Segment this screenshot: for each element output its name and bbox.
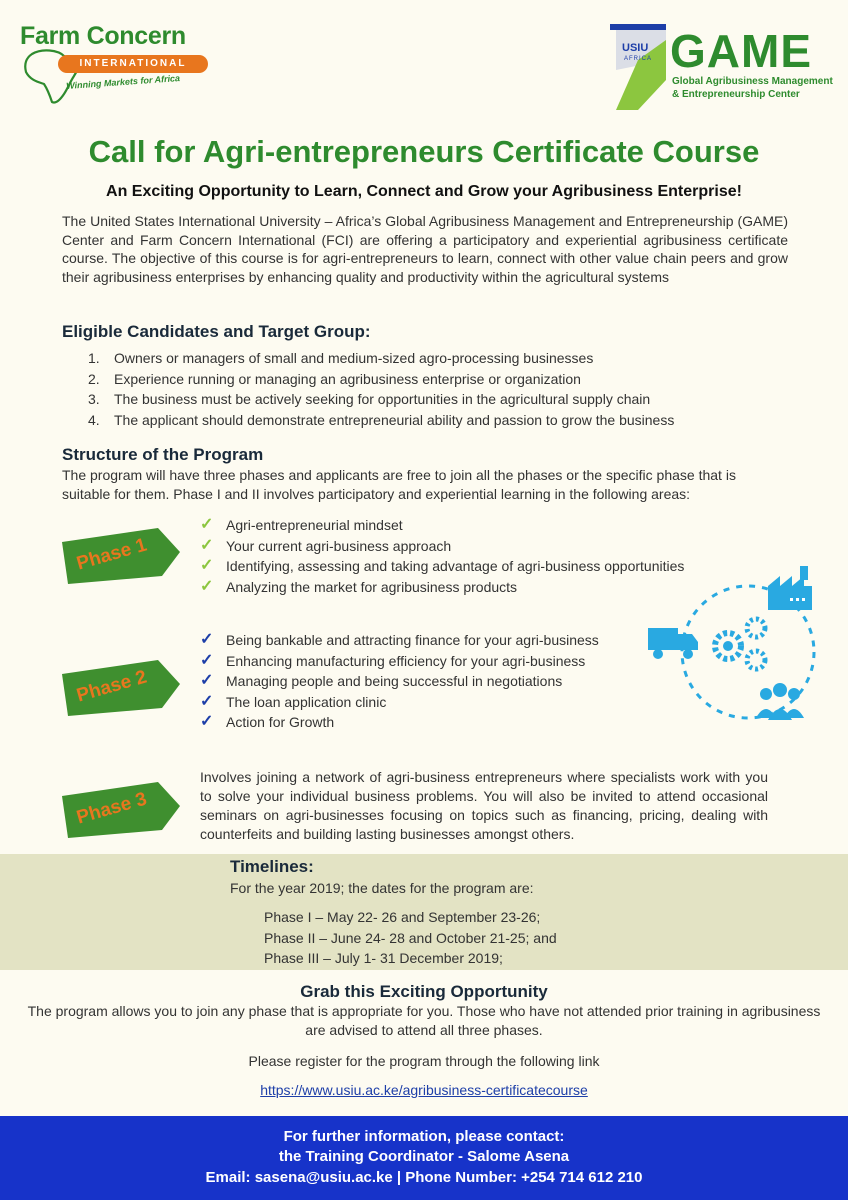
phase-2-badge xyxy=(62,660,180,716)
phase-2-list xyxy=(200,630,599,733)
list-item: ✓ Action for Growth xyxy=(200,712,599,733)
check-icon: ✓ xyxy=(200,672,214,689)
list-item: Phase I – May 22- 26 and September 23-26; xyxy=(264,909,541,925)
list-item: 1. Owners or managers of small and medium-sized agro-processing businesses xyxy=(88,350,594,366)
gears-icon xyxy=(715,619,765,669)
factory-icon xyxy=(768,566,812,610)
list-item: 2. Experience running or managing an agribusiness enterprise or organization xyxy=(88,370,581,387)
check-icon: ✓ xyxy=(200,516,214,533)
list-item: 4. The applicant should demonstrate entrepreneurial ability and passion to grow the business xyxy=(88,411,675,428)
footer-line-2: the Training Coordinator - Salome Asena xyxy=(278,1148,570,1165)
list-item: ✓ Identifying, assessing and taking advantage of agri-business opportunities xyxy=(200,556,684,577)
phase-2-label: Phase 2 xyxy=(74,666,150,707)
contact-footer xyxy=(0,1116,848,1200)
footer-line-1: For further information, please contact: xyxy=(283,1128,565,1145)
timelines-list xyxy=(264,907,557,969)
check-icon: ✓ xyxy=(200,692,214,710)
grab-paragraph: The program allows you to join any phase that is appropriate for you. Those who have not attended prior training in agribusiness are advised to attend all three phases. xyxy=(27,1003,821,1038)
truck-icon xyxy=(648,628,698,659)
list-item: ✓ Managing people and being successful in negotiations xyxy=(200,671,599,692)
list-item: ✓ Analyzing the market for agribusiness products xyxy=(200,577,684,598)
fci-tagline: Winning Markets for Africa xyxy=(65,73,181,91)
people-icon xyxy=(756,683,804,720)
fci-name: Farm Concern xyxy=(20,22,186,50)
list-item: Phase II – June 24- 28 and October 21-25; and xyxy=(264,929,557,946)
list-item: Phase III – July 1- 31 December 2019; xyxy=(264,950,503,966)
game-mark-icon xyxy=(608,20,668,112)
check-icon: ✓ xyxy=(200,577,214,595)
check-icon: ✓ xyxy=(200,536,214,554)
grab-heading: Grab this Exciting Opportunity xyxy=(300,982,548,1001)
list-item: ✓ Agri-entrepreneurial mindset xyxy=(200,515,684,536)
register-link[interactable]: https://www.usiu.ac.ke/agribusiness-certificatecourse xyxy=(260,1082,588,1098)
timelines-intro: For the year 2019; the dates for the program are: xyxy=(230,880,534,896)
phase-1-badge xyxy=(62,528,180,584)
eligible-list xyxy=(88,348,674,430)
phase-1-label: Phase 1 xyxy=(74,534,150,575)
page-subtitle: An Exciting Opportunity to Learn, Connect and Grow your Agribusiness Enterprise! xyxy=(106,183,742,200)
list-item: ✓ Enhancing manufacturing efficiency for your agri-business xyxy=(200,651,599,672)
check-icon: ✓ xyxy=(200,651,214,669)
list-item: ✓ The loan application clinic xyxy=(200,692,599,713)
check-icon: ✓ xyxy=(200,631,214,648)
page-title: Call for Agri-entrepreneurs Certificate Course xyxy=(88,134,760,169)
fci-banner: INTERNATIONAL xyxy=(58,55,208,73)
game-subtitle-2: & Entrepreneurship Center xyxy=(672,89,800,100)
fci-logo xyxy=(18,22,218,102)
phase-3-paragraph: Involves joining a network of agri-business entrepreneurs where specialists work with you to solve your individual business problems. You will also be invited to attend occasional seminars on agri-businesses focusing on topics such as financing, pricing, dealing with counterfeits and building lasting businesses amongst others. xyxy=(200,769,768,842)
check-icon: ✓ xyxy=(200,557,214,574)
list-item: 3. The business must be actively seeking for opportunities in the agricultural supply chain xyxy=(88,391,651,407)
check-icon: ✓ xyxy=(200,713,214,730)
list-item: ✓ Being bankable and attracting finance for your agri-business xyxy=(200,630,599,651)
usiu-sub-text: AFRICA xyxy=(624,56,653,62)
usiu-text: USIU xyxy=(622,42,649,54)
list-item: ✓ Your current agri-business approach xyxy=(200,536,684,557)
phase-3-badge xyxy=(62,782,180,838)
game-subtitle-1: Global Agribusiness Management xyxy=(672,76,833,87)
register-text: Please register for the program through the following link xyxy=(248,1053,600,1069)
structure-paragraph: The program will have three phases and applicants are free to join all the phases or the specific phase that is suitable for them. Phase I and II involves participatory and experiential learning in the following areas: xyxy=(62,467,736,502)
intro-paragraph: The United States International University – Africa’s Global Agribusiness Management and Entrepreneurship (GAME) Center and Farm Concern International (FCI) are offering a participatory and experiential agribusiness certificate course. The objective of this course is for agri-entrepreneurs to learn, connect with other value chain peers and grow their agribusiness enterprises by enhancing quality and productivity within the agricultural systems xyxy=(62,213,788,285)
phase-3-label: Phase 3 xyxy=(74,788,150,829)
game-wordmark: GAME xyxy=(670,25,812,77)
footer-contact-line: Email: sasena@usiu.ac.ke | Phone Number: +254 714 612 210 xyxy=(205,1169,643,1186)
eligible-heading: Eligible Candidates and Target Group: xyxy=(62,322,371,341)
structure-heading: Structure of the Program xyxy=(62,445,264,464)
game-logo xyxy=(608,20,838,112)
phase-1-list xyxy=(200,515,684,597)
timelines-heading: Timelines: xyxy=(230,857,314,876)
agribusiness-infographic xyxy=(640,560,840,740)
